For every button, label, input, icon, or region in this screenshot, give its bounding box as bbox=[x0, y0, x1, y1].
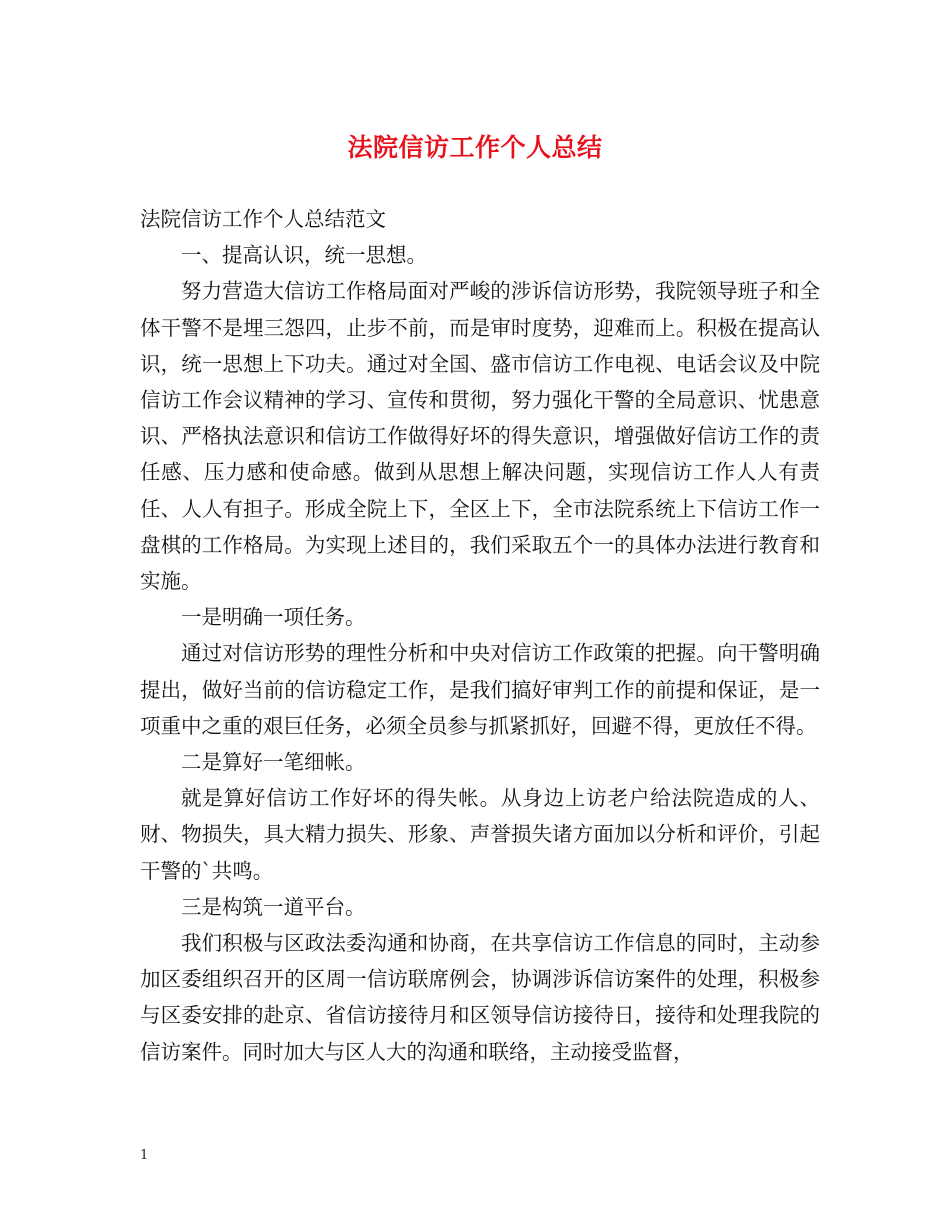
document-subtitle: 法院信访工作个人总结范文 bbox=[140, 207, 386, 231]
document-title: 法院信访工作个人总结 bbox=[347, 133, 603, 162]
page-number: 1 bbox=[140, 1148, 149, 1163]
sub-heading: 三是构筑一道平台。 bbox=[181, 894, 366, 919]
paragraph: 我们积极与区政法委沟通和协商，在共享信访工作信息的同时，主动参加区委组织召开的区周一信访联席例会，协调涉诉信访案件的处理，积极参与区委安排的赴京、省信访接待月和区领导信访接待日，接待和处理我院的信访案件。同时加大与区人大的沟通和联络，主动接受监督， bbox=[140, 931, 820, 1064]
paragraph: 通过对信访形势的理性分析和中央对信访工作政策的把握。向干警明确提出，做好当前的信访稳定工作，是我们搞好审判工作的前提和保证，是一项重中之重的艰巨任务，必须全员参与抓紧抓好，回避不得，更放任不得。 bbox=[140, 641, 820, 738]
sub-heading: 二是算好一笔细帐。 bbox=[181, 750, 366, 775]
paragraph: 就是算好信访工作好坏的得失帐。从身边上访老户给法院造成的人、财、物损失，具大精力损失、形象、声誉损失诸方面加以分析和评价，引起干警的`共鸣。 bbox=[140, 786, 820, 883]
paragraph: 努力营造大信访工作格局面对严峻的涉诉信访形势，我院领导班子和全体干警不是埋三怨四，止步不前，而是审时度势，迎难而上。积极在提高认识，统一思想上下功夫。通过对全国、盛市信访工作电视、电话会议及中院信访工作会议精神的学习、宣传和贯彻，努力强化干警的全局意识、忧患意识、严格执法意识和信访工作做得好坏的得失意识，增强做好信访工作的责任感、压力感和使命感。做到从思想上解决问题，实现信访工作人人有责任、人人有担子。形成全院上下，全区上下，全市法院系统上下信访工作一盘棋的工作格局。为实现上述目的，我们采取五个一的具体办法进行教育和实施。 bbox=[140, 279, 820, 594]
sub-heading: 一是明确一项任务。 bbox=[181, 605, 366, 630]
document-body bbox=[140, 201, 820, 1070]
section-heading: 一、提高认识，统一思想。 bbox=[181, 243, 427, 268]
